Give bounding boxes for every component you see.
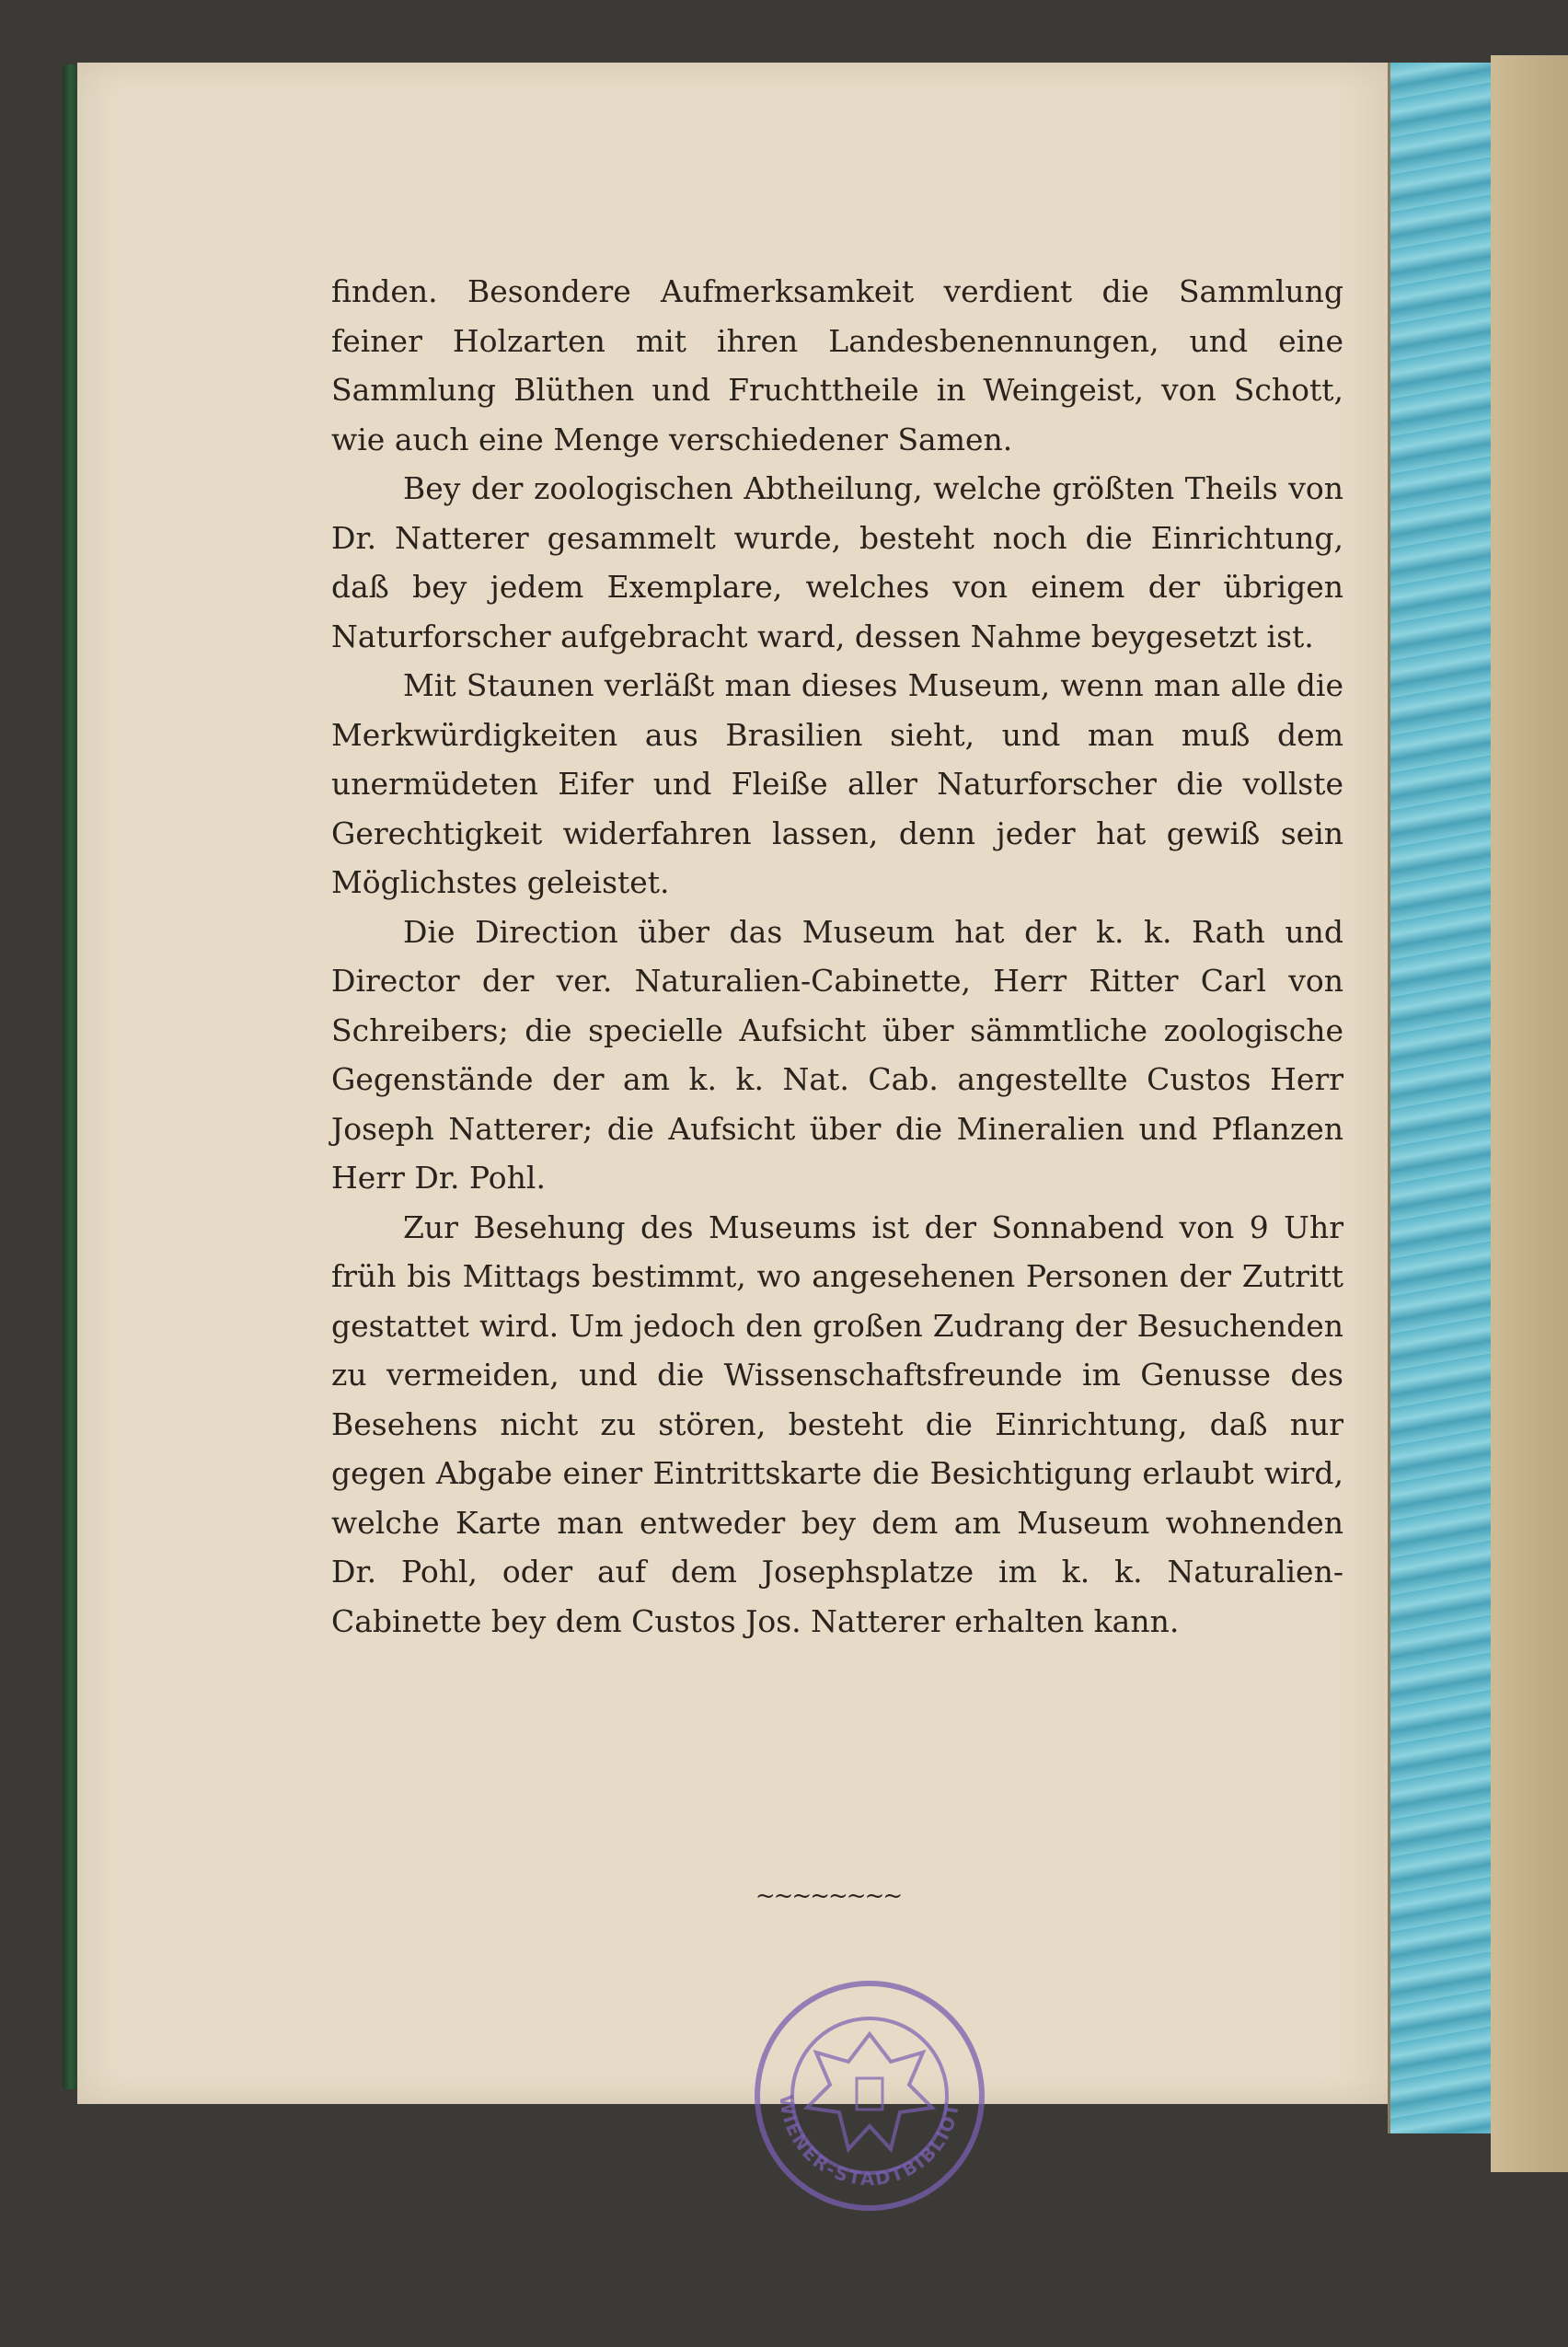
page-text: [331, 267, 1343, 1646]
end-ornament: ~~~~~~~~: [755, 1882, 902, 1910]
library-stamp: [753, 1979, 987, 2214]
paragraph-4: Die Direction über das Museum hat der k. k. Rath und Director der ver. Naturalien-Cabinette, Herr Ritter Carl von Schreibers; die specielle Aufsicht über sämmtliche zoologische Gegenstände der am k. k. Nat. Cab. angestellte Custos Herr Joseph Natterer; die Aufsicht über die Mineralien und Pflanzen Herr Dr. Pohl.: [331, 913, 1343, 1196]
paragraph-3: Mit Staunen verläßt man dieses Museum, wenn man alle die Merkwürdigkeiten aus Brasilien sieht, und man muß dem unermüdeten Eifer und Fleiße aller Naturforscher die vollste Gerechtigkeit widerfahren lassen, denn jeder hat gewiß sein Möglichstes geleistet.: [331, 667, 1343, 900]
stamp-label: WIENER-STADTBIBLIOT: [775, 2093, 963, 2191]
paragraph-2: Bey der zoologischen Abtheilung, welche größten Theils von Dr. Natterer gesammelt wurde, besteht noch die Einrichtung, daß bey jedem Exemplare, welches von einem der übrigen Naturforscher aufgebracht ward, dessen Nahme beygesetzt ist.: [331, 470, 1343, 654]
marbled-binding: [1388, 63, 1493, 2133]
facing-page-edge: [1491, 55, 1568, 2172]
paragraph-5: Zur Besehung des Museums ist der Sonnabend von 9 Uhr früh bis Mittags bestimmt, wo angesehenen Personen der Zutritt gestattet wird. Um jedoch den großen Zudrang der Besuchenden zu vermeiden, und die Wissenschaftsfreunde im Genusse des Besehens nicht zu stören, besteht die Einrichtung, daß nur gegen Abgabe einer Eintrittskarte die Besichtigung erlaubt wird, welche Karte man entweder bey dem am Museum wohnenden Dr. Pohl, oder auf dem Josephsplatze im k. k. Naturalien-Cabinette bey dem Custos Jos. Natterer erhalten kann.: [331, 1208, 1343, 1639]
paragraph-1: finden. Besondere Aufmerksamkeit verdient die Sammlung feiner Holzarten mit ihren Landesbenennungen, und eine Sammlung Blüthen und Fruchttheile in Weingeist, von Schott, wie auch eine Menge verschiedener Samen.: [331, 273, 1343, 457]
stamp-icon: [753, 1979, 987, 2214]
